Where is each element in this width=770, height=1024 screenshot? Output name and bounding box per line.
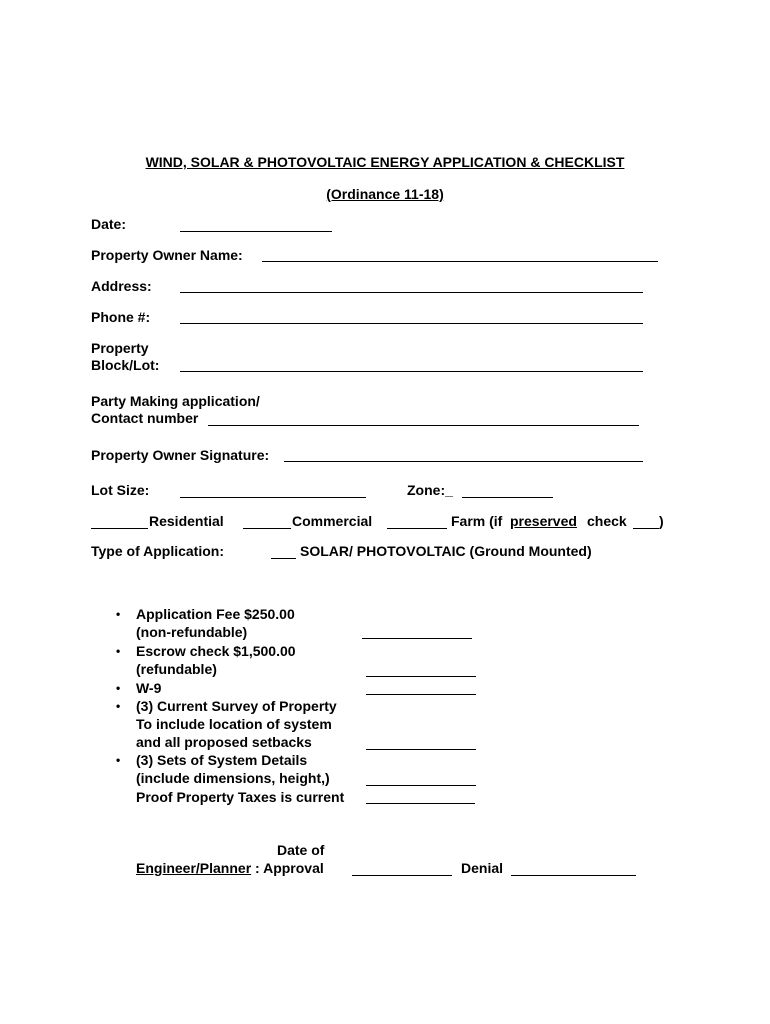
escrow-check-field[interactable] <box>366 676 476 677</box>
address-field[interactable] <box>180 292 643 293</box>
application-type-blank[interactable] <box>271 558 296 559</box>
address-label: Address: <box>91 278 152 294</box>
lot-size-field[interactable] <box>180 497 366 498</box>
owner-name-label: Property Owner Name: <box>91 247 243 263</box>
farm-check-label: check <box>587 513 627 529</box>
farm-preserved-label: preserved <box>510 513 577 529</box>
bullet-icon: • <box>116 699 121 713</box>
checklist-item: (3) Sets of System Details <box>136 752 308 768</box>
party-label-2: Contact number <box>91 410 199 426</box>
checklist-item: Proof Property Taxes is current <box>136 789 345 805</box>
checklist-item: W-9 <box>136 680 162 696</box>
application-fee-field[interactable] <box>362 638 472 639</box>
denial-date-field[interactable] <box>511 875 636 876</box>
bullet-icon: • <box>116 681 121 695</box>
date-of-label: Date of <box>277 842 325 858</box>
system-details-field[interactable] <box>366 785 476 786</box>
contact-number-field[interactable] <box>208 425 639 426</box>
engineer-planner-label: Engineer/Planner <box>136 860 252 876</box>
date-field[interactable] <box>180 231 332 232</box>
application-type-label: Type of Application: <box>91 543 224 559</box>
lot-size-label: Lot Size: <box>91 482 150 498</box>
approval-label: : Approval <box>251 860 324 876</box>
phone-field[interactable] <box>180 323 643 324</box>
bullet-icon: • <box>116 607 121 621</box>
date-label: Date: <box>91 216 127 232</box>
commercial-label: Commercial <box>292 513 373 529</box>
checklist-item: (include dimensions, height,) <box>136 770 330 786</box>
block-lot-label-1: Property <box>91 340 149 356</box>
checklist-item: (3) Current Survey of Property <box>136 698 337 714</box>
farm-label: Farm (if <box>451 513 503 529</box>
bullet-icon: • <box>116 753 121 767</box>
survey-field[interactable] <box>366 749 476 750</box>
zone-field[interactable] <box>462 497 553 498</box>
application-type-option: SOLAR/ PHOTOVOLTAIC (Ground Mounted) <box>300 543 592 559</box>
farm-blank[interactable] <box>387 528 447 529</box>
document-subtitle: (Ordinance 11-18) <box>326 186 444 202</box>
block-lot-label-2: Block/Lot: <box>91 357 160 373</box>
farm-close-paren: ) <box>659 513 664 529</box>
checklist-item: (refundable) <box>136 661 217 677</box>
block-lot-field[interactable] <box>180 371 643 372</box>
party-label-1: Party Making application/ <box>91 393 260 409</box>
checklist-item: Application Fee $250.00 <box>136 606 295 622</box>
bullet-icon: • <box>116 644 121 658</box>
phone-label: Phone #: <box>91 309 151 325</box>
w9-field[interactable] <box>366 694 476 695</box>
owner-name-field[interactable] <box>262 261 658 262</box>
checklist-item: (non-refundable) <box>136 624 248 640</box>
signature-field[interactable] <box>284 461 643 462</box>
checklist-item: and all proposed setbacks <box>136 734 312 750</box>
signature-label: Property Owner Signature: <box>91 447 270 463</box>
farm-check-blank[interactable] <box>633 528 659 529</box>
residential-label: Residential <box>149 513 224 529</box>
checklist-item: To include location of system <box>136 716 332 732</box>
denial-label: Denial <box>461 860 504 876</box>
approval-row <box>136 860 324 877</box>
approval-date-field[interactable] <box>352 875 452 876</box>
commercial-blank[interactable] <box>243 528 291 529</box>
taxes-field[interactable] <box>366 803 475 804</box>
residential-blank[interactable] <box>91 528 148 529</box>
checklist-item: Escrow check $1,500.00 <box>136 643 296 659</box>
document-title: WIND, SOLAR & PHOTOVOLTAIC ENERGY APPLICATION & CHECKLIST <box>145 154 625 170</box>
zone-label: Zone:_ <box>407 482 453 498</box>
